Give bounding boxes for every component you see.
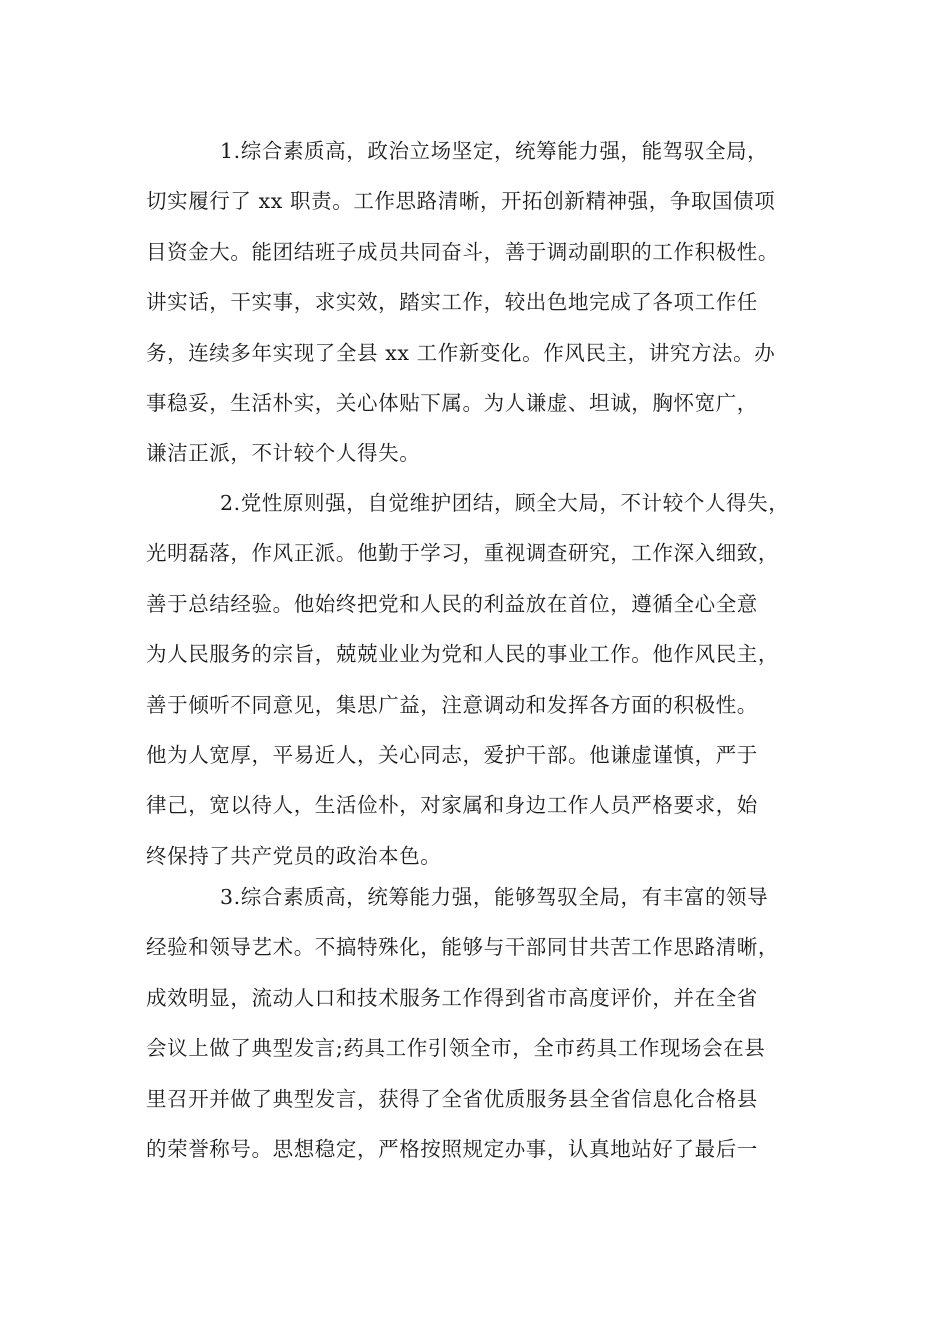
- paragraph-line: 谦洁正派，不计较个人得失。: [146, 441, 421, 466]
- paragraph-line: 律己，宽以待人，生活俭朴，对家属和身边工作人员严格要求，始: [146, 793, 758, 818]
- paragraph-line: 3.综合素质高，统筹能力强，能够驾驭全局，有丰富的领导: [220, 885, 769, 909]
- paragraph-line: 他为人宽厚，平易近人，关心同志，爱护干部。他谦虚谨慎，严于: [146, 742, 758, 767]
- paragraph-3: [146, 872, 826, 1174]
- paragraph-line: 善于总结经验。他始终把党和人民的利益放在首位，遵循全心全意: [146, 591, 758, 616]
- paragraph-line: 善于倾听不同意见，集思广益，注意调动和发挥各方面的积极性。: [146, 692, 758, 717]
- paragraph-2: [146, 478, 826, 881]
- paragraph-line: 1.综合素质高，政治立场坚定，统筹能力强，能驾驭全局，: [220, 139, 769, 163]
- paragraph-line: 光明磊落，作风正派。他勤于学习，重视调查研究，工作深入细致，: [146, 541, 779, 566]
- paragraph-line: 2.党性原则强，自觉维护团结，顾全大局，不计较个人得失，: [220, 491, 790, 515]
- paragraph-line: 务，连续多年实现了全县 xx 工作新变化。作风民主，讲究方法。办: [146, 340, 776, 365]
- paragraph-1: [146, 126, 826, 479]
- paragraph-line: 成效明显，流动人口和技术服务工作得到省市高度评价，并在全省: [146, 985, 758, 1010]
- paragraph-line: 目资金大。能团结班子成员共同奋斗，善于调动副职的工作积极性。: [146, 239, 779, 264]
- paragraph-line: 经验和领导艺术。不搞特殊化，能够与干部同甘共苦工作思路清晰，: [146, 935, 779, 960]
- paragraph-line: 讲实话，干实事，求实效，踏实工作，较出色地完成了各项工作任: [146, 290, 758, 315]
- paragraph-line: 切实履行了 xx 职责。工作思路清晰，开拓创新精神强，争取国债项: [146, 189, 776, 214]
- paragraph-line: 终保持了共产党员的政治本色。: [146, 843, 442, 868]
- paragraph-line: 事稳妥，生活朴实，关心体贴下属。为人谦虚、坦诚，胸怀宽广，: [146, 390, 758, 415]
- paragraph-line: 的荣誉称号。思想稳定，严格按照规定办事，认真地站好了最后一: [146, 1136, 758, 1161]
- paragraph-line: 为人民服务的宗旨，兢兢业业为党和人民的事业工作。他作风民主，: [146, 642, 779, 667]
- paragraph-line: 里召开并做了典型发言，获得了全省优质服务县全省信息化合格县: [146, 1086, 758, 1111]
- paragraph-line: 会议上做了典型发言;药具工作引领全市，全市药具工作现场会在县: [146, 1036, 766, 1061]
